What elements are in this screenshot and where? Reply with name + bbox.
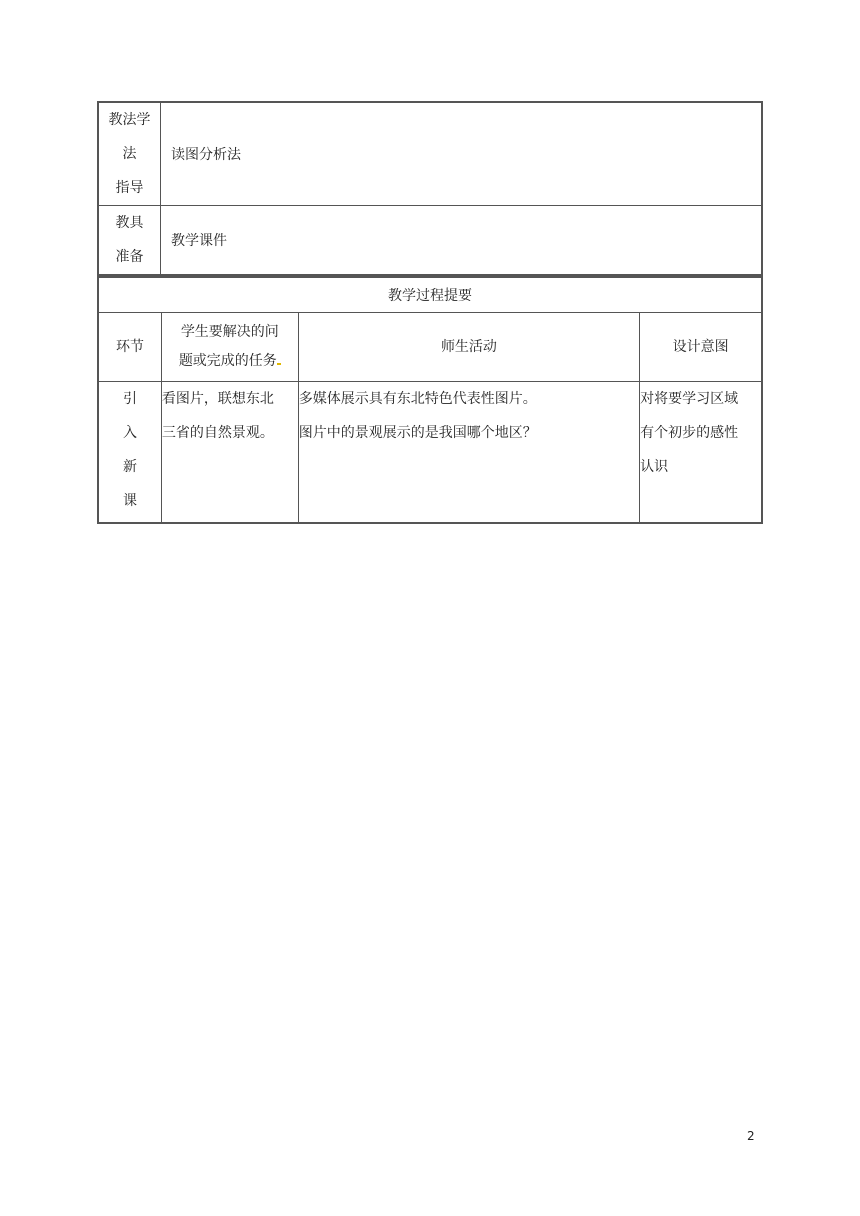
task-line: 三省的自然景观。 [161, 425, 274, 441]
stage-char: 引 [122, 391, 137, 407]
stage-char: 新 [122, 459, 137, 475]
process-table [97, 276, 763, 524]
table-row [98, 102, 762, 206]
header-stage: 环节 [98, 313, 161, 382]
method-label-cell [98, 102, 161, 206]
tools-label-line: 准备 [115, 249, 144, 265]
stage-char: 入 [122, 425, 137, 441]
header-task [161, 313, 298, 382]
header-intent: 设计意图 [640, 313, 762, 382]
table-row [98, 382, 762, 523]
tools-label-cell [98, 206, 161, 276]
method-label-line: 教法学 [108, 112, 151, 128]
task-line: 看图片，联想东北 [161, 391, 274, 407]
method-label-line: 法 [122, 146, 137, 162]
intent-line: 对将要学习区域 [640, 391, 739, 407]
method-label-line: 指导 [115, 180, 144, 196]
method-value: 读图分析法 [171, 147, 241, 163]
intent-cell [640, 382, 762, 523]
activity-line: 多媒体展示具有东北特色代表性图片。 [298, 391, 537, 407]
method-value-cell [161, 102, 763, 206]
table-header-row [98, 313, 762, 382]
process-title: 教学过程提要 [98, 277, 762, 313]
stage-char: 课 [122, 493, 137, 509]
header-task-line: 题或完成的任务 [162, 347, 298, 376]
header-task-line: 学生要解决的问 [180, 324, 279, 340]
stage-cell [98, 382, 161, 523]
header-activity: 师生活动 [298, 313, 639, 382]
edit-mark [277, 363, 281, 365]
activity-cell [298, 382, 639, 523]
table-row [98, 206, 762, 276]
intent-line: 有个初步的感性 [640, 425, 739, 441]
task-cell [161, 382, 298, 523]
activity-line: 图片中的景观展示的是我国哪个地区？ [298, 425, 537, 441]
intent-line: 认识 [640, 459, 669, 475]
tools-value: 教学课件 [171, 233, 227, 249]
method-tools-table [97, 101, 763, 276]
page-number: 2 [747, 1129, 755, 1143]
table-row [98, 277, 762, 313]
tools-label-line: 教具 [115, 215, 144, 231]
tools-value-cell [161, 206, 763, 276]
